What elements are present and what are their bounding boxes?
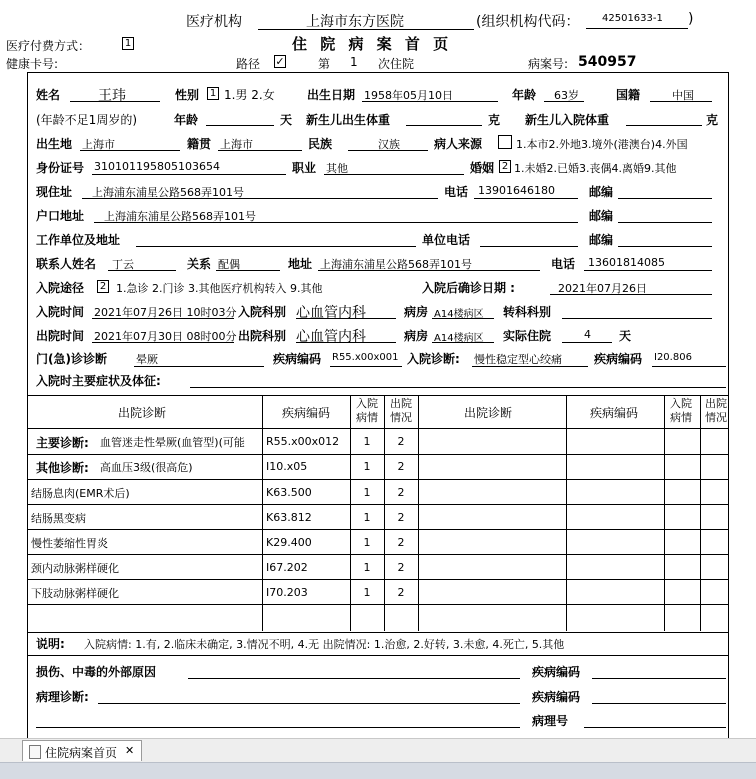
main-diag-prefix: 主要诊断:	[36, 436, 89, 450]
times-suffix: 次住院	[378, 57, 415, 71]
relation-label: 关系	[187, 257, 212, 271]
route-value-box[interactable]: 2	[97, 280, 109, 293]
table-row-3-admit: 1	[363, 511, 371, 524]
contact-addr-value: 上海浦东浦星公路568弄101号	[320, 258, 472, 271]
table-row-5-diag: 颈内动脉粥样硬化	[31, 562, 119, 575]
confirm-label: 入院后确诊日期 :	[422, 281, 515, 295]
table-row-5-code: I67.202	[266, 561, 308, 574]
table-row-2-diag: 结肠息肉(EMR术后)	[31, 487, 130, 500]
discharge-dept-label: 出院科别	[238, 329, 287, 343]
contact-phone-label: 电话	[551, 257, 576, 271]
job-value: 其他	[326, 162, 348, 175]
confirm-date: 2021年07月26日	[558, 282, 647, 295]
table-row-5-out: 2	[397, 561, 405, 574]
tab-close-icon[interactable]: ✕	[125, 744, 135, 757]
admit-code-label: 疾病编码	[594, 352, 643, 366]
table-row-6-out: 2	[397, 586, 405, 599]
native-label: 籍贯	[187, 137, 212, 151]
id-label: 身份证号	[36, 161, 85, 175]
note-label: 说明:	[36, 637, 65, 651]
table-row-5-admit: 1	[363, 561, 371, 574]
tab-case-homepage[interactable]	[22, 740, 142, 761]
path-checkbox[interactable]: ✓	[275, 55, 285, 68]
th-out-status-2: 出院情况	[705, 397, 727, 424]
outpatient-diag: 晕厥	[136, 353, 158, 366]
injury-code-label: 疾病编码	[532, 665, 581, 679]
discharge-time-label: 出院时间	[36, 329, 85, 343]
sex-options: 1.男 2.女	[224, 88, 275, 102]
nation-value: 中国	[672, 89, 694, 102]
gram-unit: 克	[488, 113, 501, 127]
contact-phone-value: 13601814085	[588, 256, 665, 269]
table-row-4-admit: 1	[363, 536, 371, 549]
case-no: 540957	[578, 54, 637, 70]
table-row-3-out: 2	[397, 511, 405, 524]
case-no-label: 病案号:	[528, 57, 569, 71]
patho-code-label: 疾病编码	[532, 690, 581, 704]
table-row-3-code: K63.812	[266, 511, 312, 524]
infant-age-label: (年龄不足1周岁的)	[36, 113, 137, 127]
th-admit-status-2: 入院病情	[670, 397, 692, 424]
nation-label: 国籍	[616, 88, 641, 102]
document-icon	[29, 745, 41, 759]
discharge-time-value: 2021年07月30日 08时00分	[94, 330, 237, 343]
outpatient-code: R55.x00x001	[332, 352, 399, 363]
admit-time-label: 入院时间	[36, 305, 85, 319]
table-row-1-admit: 1	[363, 460, 371, 473]
source-label: 病人来源	[434, 137, 483, 151]
th-out-diag: 出院诊断	[118, 406, 167, 420]
table-row-0-admit: 1	[363, 435, 371, 448]
source-checkbox[interactable]	[498, 135, 512, 149]
zip-label-3: 邮编	[589, 233, 614, 247]
work-label: 工作单位及地址	[36, 233, 121, 247]
patho-no-label: 病理号	[532, 714, 569, 728]
day-unit: 天	[280, 113, 293, 127]
times-value: 1	[350, 55, 358, 69]
route-options: 1.急诊 2.门诊 3.其他医疗机构转入 9.其他	[116, 282, 323, 295]
th-out-diag-2: 出院诊断	[464, 406, 513, 420]
ward-value: A14楼病区	[434, 309, 484, 320]
marriage-label: 婚姻	[470, 161, 495, 175]
admit-time-value: 2021年07月26日 10时03分	[94, 306, 237, 319]
sex-label: 性别	[175, 88, 200, 102]
admit-code: I20.806	[654, 352, 692, 363]
table-row-1-diag: 高血压3级(很高危)	[100, 461, 193, 474]
admit-dept-value: 心血管内科	[296, 305, 366, 321]
table-row-1-out: 2	[397, 460, 405, 473]
table-row-2-code: K63.500	[266, 486, 312, 499]
pay-value-box[interactable]: 1	[122, 37, 134, 50]
patho-label: 病理诊断:	[36, 690, 89, 704]
th-out-status: 出院情况	[390, 397, 412, 424]
injury-label: 损伤、中毒的外部原因	[36, 665, 157, 679]
table-row-4-out: 2	[397, 536, 405, 549]
symptom-label: 入院时主要症状及体征:	[36, 374, 161, 388]
phone-value: 13901646180	[478, 184, 555, 197]
admit-diag: 慢性稳定型心绞痛	[474, 353, 562, 366]
org-label: 医疗机构	[186, 14, 242, 30]
birthplace-value: 上海市	[82, 138, 115, 151]
name-label: 姓名	[36, 88, 61, 102]
relation-value: 配偶	[218, 258, 240, 271]
stay-label: 实际住院	[503, 329, 552, 343]
work-phone-label: 单位电话	[422, 233, 471, 247]
birthplace-label: 出生地	[36, 137, 73, 151]
admit-diag-label: 入院诊断:	[407, 352, 460, 366]
table-row-6-code: I70.203	[266, 586, 308, 599]
hukou-value: 上海浦东浦星公路568弄101号	[104, 210, 256, 223]
address-value: 上海浦东浦星公路568弄101号	[92, 186, 244, 199]
patient-name: 王玮	[98, 88, 126, 104]
birth-value: 1958年05月10日	[364, 89, 453, 102]
phone-label: 电话	[444, 185, 469, 199]
table-row-3-diag: 结肠黑变病	[31, 512, 86, 525]
tab-label: 住院病案首页	[45, 746, 118, 760]
zip-label-2: 邮编	[589, 209, 614, 223]
taskbar	[0, 762, 756, 779]
table-row-6-admit: 1	[363, 586, 371, 599]
times-prefix: 第	[318, 57, 331, 71]
ward-label: 病房	[404, 305, 429, 319]
table-row-0-code: R55.x00x012	[266, 435, 340, 448]
org-code-label: (组织机构代码：	[476, 14, 580, 30]
job-label: 职业	[292, 161, 317, 175]
table-row-2-admit: 1	[363, 486, 371, 499]
ward-value-2: A14楼病区	[434, 333, 484, 344]
table-row-2-out: 2	[397, 486, 405, 499]
gram-unit-2: 克	[706, 113, 719, 127]
transfer-label: 转科科别	[503, 305, 552, 319]
contact-addr-label: 地址	[288, 257, 313, 271]
ward-label-2: 病房	[404, 329, 429, 343]
route-label: 入院途径	[36, 281, 85, 295]
org-code-close: )	[688, 11, 694, 27]
stay-days: 4	[584, 328, 591, 341]
admit-dept-label: 入院科别	[238, 305, 287, 319]
path-label: 路径	[236, 57, 261, 71]
sex-value-box[interactable]: 1	[207, 87, 219, 100]
table-row-6-diag: 下肢动脉粥样硬化	[31, 587, 119, 600]
id-value: 310101195805103654	[94, 160, 220, 173]
pay-label: 医疗付费方式：	[6, 39, 91, 53]
ethnic-value: 汉族	[378, 138, 400, 151]
table-row-0-out: 2	[397, 435, 405, 448]
th-code: 疾病编码	[282, 406, 331, 420]
ethnic-label: 民族	[308, 137, 333, 151]
org-name: 上海市东方医院	[306, 14, 404, 30]
newborn-weight-label: 新生儿出生体重	[306, 113, 391, 127]
outpatient-label: 门(急)诊诊断	[36, 352, 107, 366]
source-options: 1.本市2.外地3.境外(港澳台)4.外国	[516, 138, 688, 151]
contact-label: 联系人姓名	[36, 257, 97, 271]
birth-label: 出生日期	[307, 88, 356, 102]
native-value: 上海市	[220, 138, 253, 151]
stay-unit: 天	[619, 329, 632, 343]
table-row-0-diag: 血管迷走性晕厥(血管型)(可能	[100, 436, 245, 449]
page-title: 住 院 病 案 首 页	[292, 35, 453, 53]
address-label: 现住址	[36, 185, 73, 199]
health-card-label: 健康卡号:	[6, 57, 59, 71]
marriage-options: 1.未婚2.已婚3.丧偶4.离婚9.其他	[514, 162, 677, 175]
marriage-value-box[interactable]: 2	[499, 160, 511, 173]
age-label: 年龄	[512, 88, 537, 102]
contact-value: 丁云	[112, 258, 134, 271]
hukou-label: 户口地址	[36, 209, 85, 223]
outpatient-code-label: 疾病编码	[273, 352, 322, 366]
newborn-admit-weight-label: 新生儿入院体重	[525, 113, 610, 127]
zip-label: 邮编	[589, 185, 614, 199]
other-diag-prefix: 其他诊断:	[36, 461, 89, 475]
table-row-4-code: K29.400	[266, 536, 312, 549]
age-value: 63岁	[554, 89, 579, 102]
note-text: 入院病情: 1.有, 2.临床未确定, 3.情况不明, 4.无 出院情况: 1.治愈, 2.好转, 3.未愈, 4.死亡, 5.其他	[84, 638, 565, 651]
table-row-4-diag: 慢性萎缩性胃炎	[31, 537, 108, 550]
discharge-dept-value: 心血管内科	[296, 329, 366, 345]
th-admit-status: 入院病情	[356, 397, 378, 424]
org-code: 42501633-1	[602, 13, 663, 24]
table-row-1-code: I10.x05	[266, 460, 308, 473]
th-code-2: 疾病编码	[590, 406, 639, 420]
infant-age-field: 年龄	[174, 113, 199, 127]
